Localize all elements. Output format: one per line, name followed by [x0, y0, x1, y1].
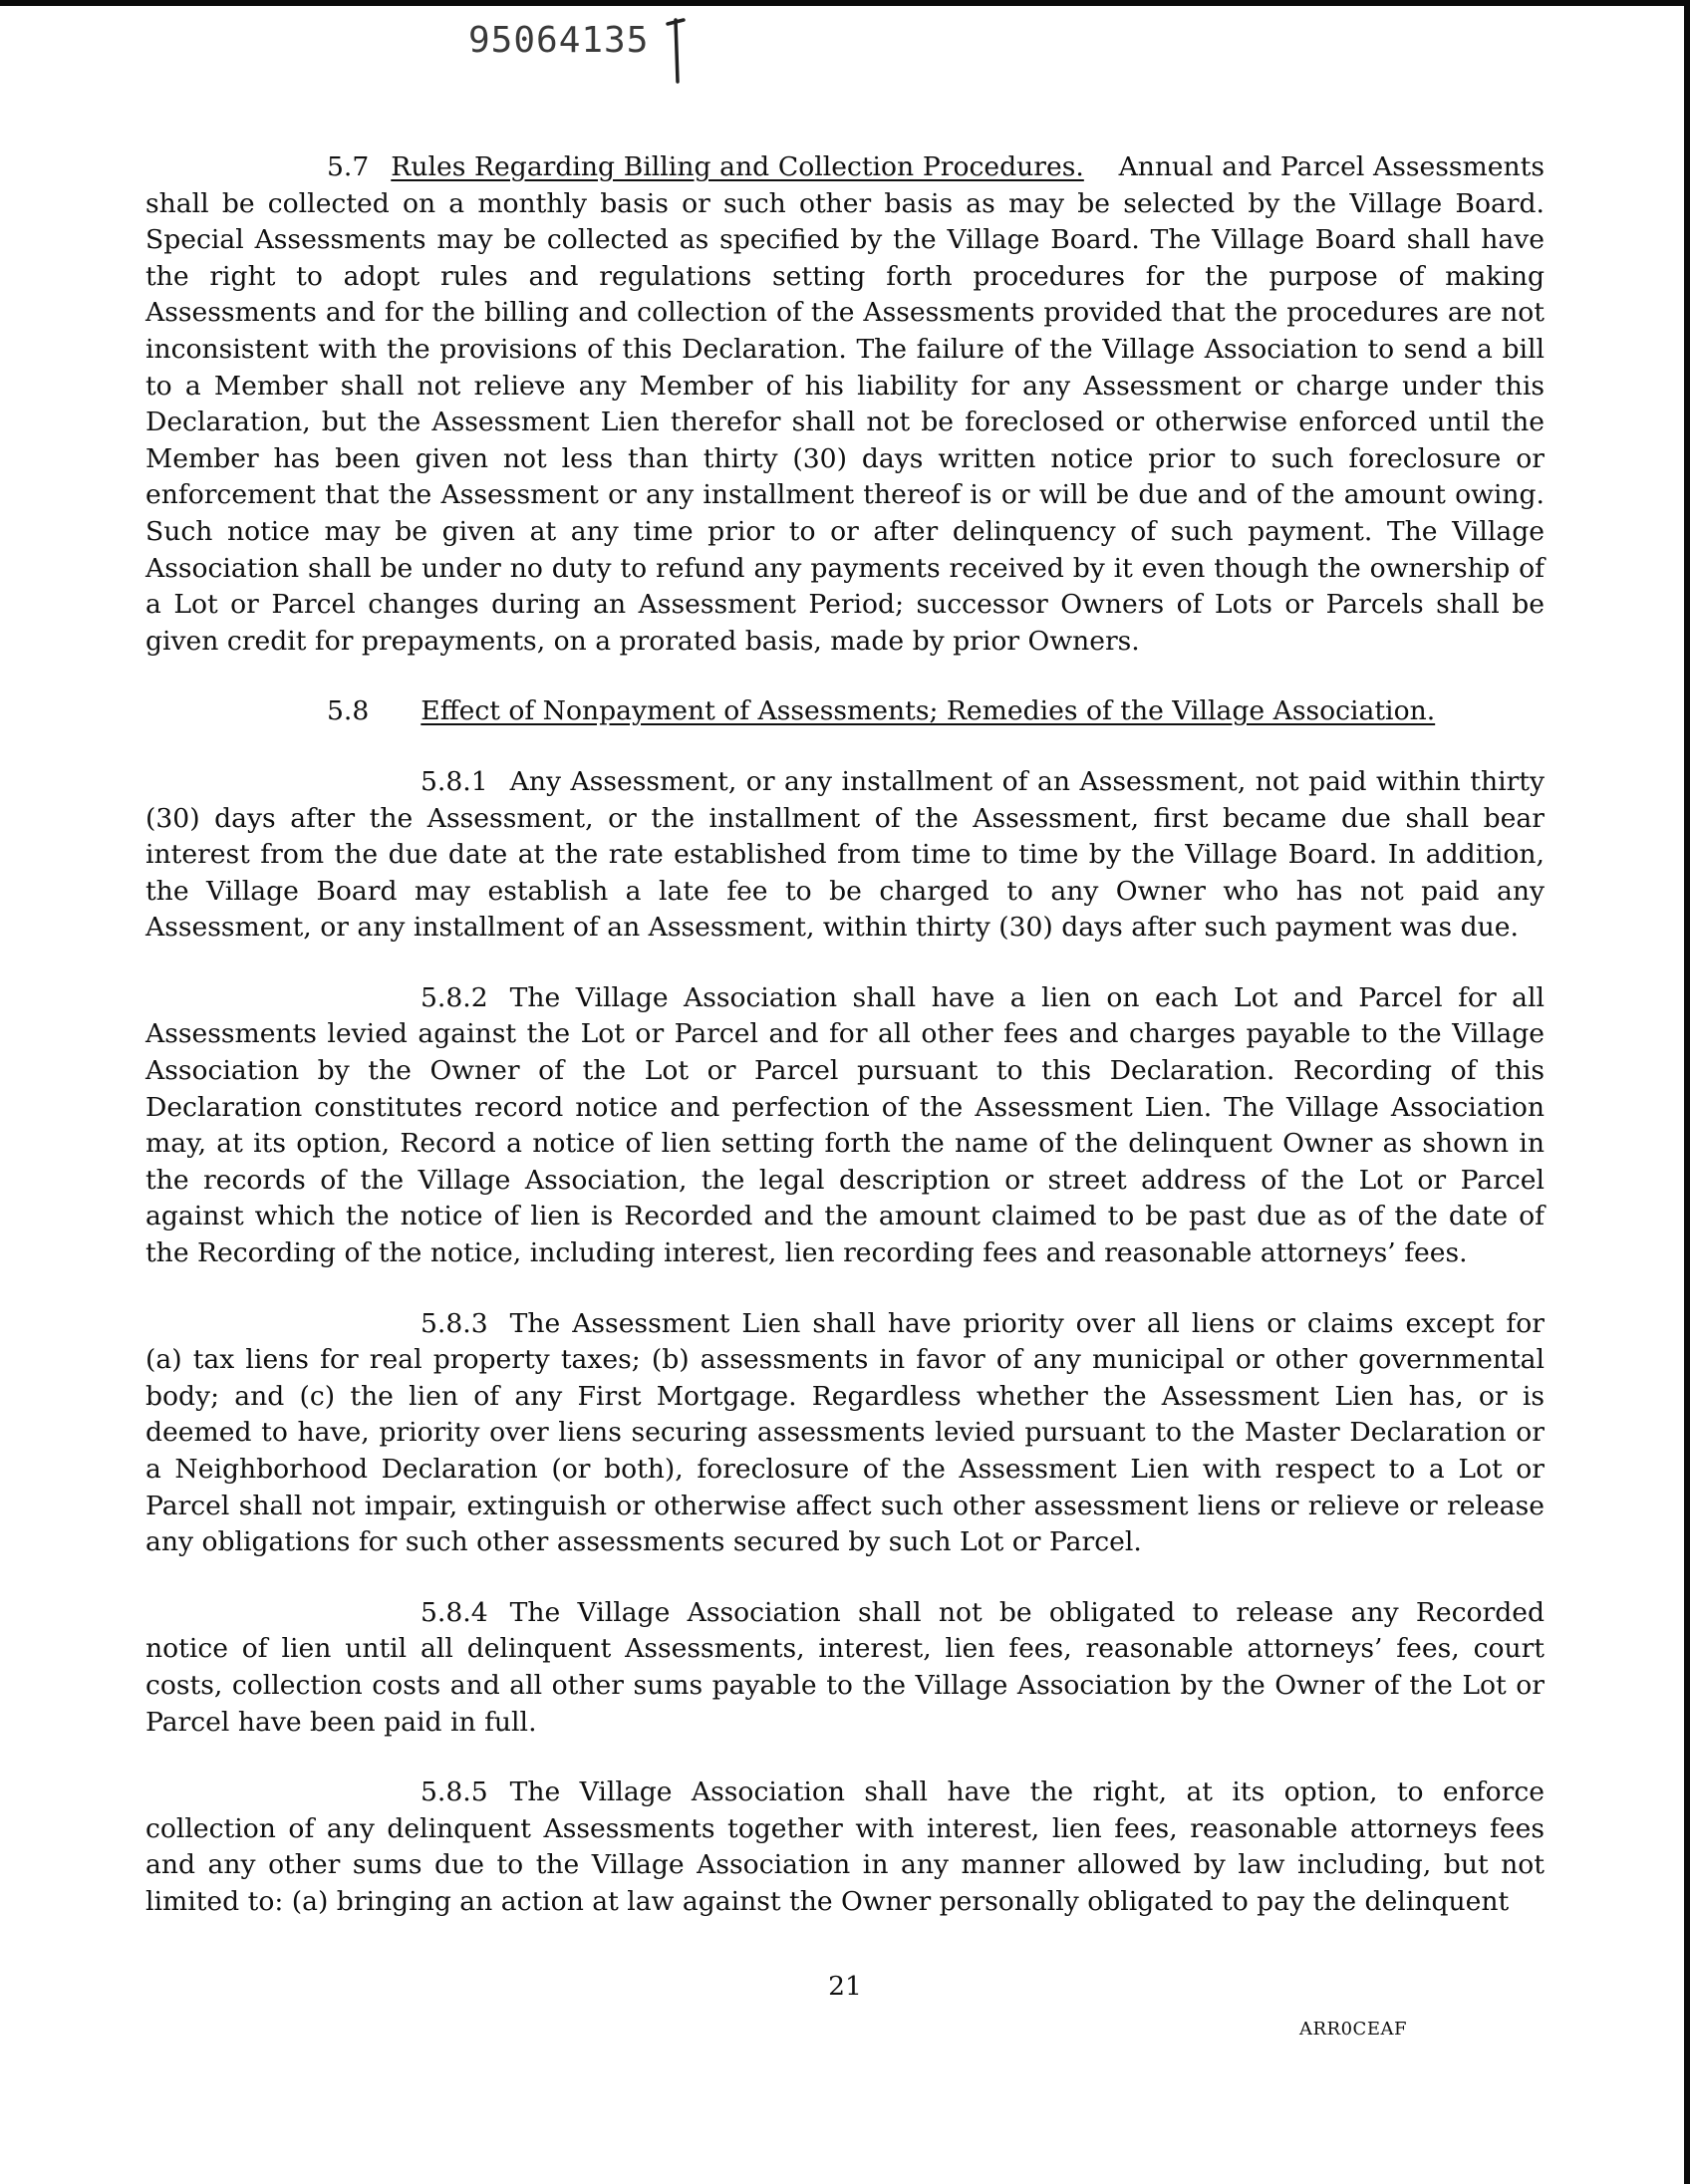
- section-5-7: [145, 149, 1545, 660]
- section-text: The Village Association shall not be obligated to release any Recorded notice of lien until all delinquent Assessments, interest, lien fees, reasonable attorneys’ fees, court costs, collection costs and all other sums payable to the Village Association by the Owner of the Lot or Parcel have been paid in full.: [145, 1596, 1545, 1738]
- document-number-stamp: 95064135: [468, 20, 650, 61]
- section-5-8-heading: [145, 693, 1545, 730]
- section-text: The Village Association shall have the right, at its option, to enforce collection of any delinquent Assessments together with interest, lien fees, reasonable attorneys fees and any other sums due to the Village Association in any manner allowed by law including, but not limited to: (a) bringing an action at law against the Owner personally obligated to pay the delinquent: [145, 1776, 1545, 1917]
- section-5-8-4: [145, 1595, 1545, 1741]
- scan-border-top: [0, 0, 1690, 6]
- section-text: Any Assessment, or any installment of an Assessment, not paid within thirty (30) days after the Assessment, or the installment of the Assessment, first became due shall bear interest from the due date at the rate established from time to time by the Village Board. In addition, the Village Board may establish a late fee to be charged to any Owner who has not paid any Assessment, or any installment of an Assessment, within thirty (30) days after such payment was due.: [145, 765, 1545, 944]
- section-text: Annual and Parcel Assessments shall be collected on a monthly basis or such other basis as may be selected by the Village Board. Special Assessments may be collected as specified by the Village Board. The Village Board shall have the right to adopt rules and regulations setting forth procedures for the purpose of making Assessments and for the billing and collection of the Assessments provided that the procedures are not inconsistent with the provisions of this Declaration. The failure of the Village Association to send a bill to a Member shall not relieve any Member of his liability for any Assessment or charge under this Declaration, but the Assessment Lien therefor shall not be foreclosed or otherwise enforced until the Member has been given not less than thirty (30) days written notice prior to such foreclosure or enforcement that the Assessment or any installment thereof is or will be due and of the amount owing. Such notice may be given at any time prior to or after delinquency of such payment. The Village Association shall be under no duty to refund any payments received by it even though the ownership of a Lot or Parcel changes during an Assessment Period; successor Owners of Lots or Parcels shall be given credit for prepayments, on a prorated basis, made by prior Owners.: [145, 151, 1545, 657]
- section-5-8-5: [145, 1774, 1545, 1920]
- section-title: Rules Regarding Billing and Collection Procedures.: [391, 151, 1084, 182]
- section-number: 5.7: [327, 151, 370, 182]
- section-5-8-2: [145, 980, 1545, 1272]
- section-5-8-1: [145, 764, 1545, 947]
- section-text: The Assessment Lien shall have priority over all liens or claims except for (a) tax liens for real property taxes; (b) assessments in favor of any municipal or other governmental body; and (c) the lien of any First Mortgage. Regardless whether the Assessment Lien has, or is deemed to have, priority over liens securing assessments levied pursuant to the Master Declaration or a Neighborhood Declaration (or both), foreclosure of the Assessment Lien with respect to a Lot or Parcel shall not impair, extinguish or otherwise affect such other assessment liens or relieve or release any obligations for such other assessments secured by such Lot or Parcel.: [145, 1307, 1545, 1558]
- document-code: ARR0CEAF: [1299, 2019, 1407, 2040]
- scan-border-right: [1684, 0, 1690, 2184]
- section-text: The Village Association shall have a lien on each Lot and Parcel for all Assessments levied against the Lot or Parcel and for all other fees and charges payable to the Village Association by the Owner of the Lot or Parcel pursuant to this Declaration. Recording of this Declaration constitutes record notice and perfection of the Assessment Lien. The Village Association may, at its option, Record a notice of lien setting forth the name of the delinquent Owner as shown in the records of the Village Association, the legal description or street address of the Lot or Parcel against which the notice of lien is Recorded and the amount claimed to be past due as of the date of the Recording of the notice, including interest, lien recording fees and reasonable attorneys’ fees.: [145, 981, 1545, 1269]
- handwritten-mark-icon: [666, 16, 686, 86]
- section-number: 5.8.3: [421, 1307, 488, 1339]
- section-number: 5.8.2: [421, 981, 488, 1013]
- section-number: 5.8.4: [421, 1596, 488, 1628]
- section-5-8-3: [145, 1306, 1545, 1561]
- section-number: 5.8: [327, 695, 370, 727]
- page-number: 21: [828, 1971, 862, 2002]
- section-title: Effect of Nonpayment of Assessments; Remedies of the Village Association.: [421, 695, 1436, 727]
- section-number: 5.8.5: [421, 1776, 488, 1808]
- section-number: 5.8.1: [421, 765, 488, 797]
- document-body: [145, 149, 1545, 1921]
